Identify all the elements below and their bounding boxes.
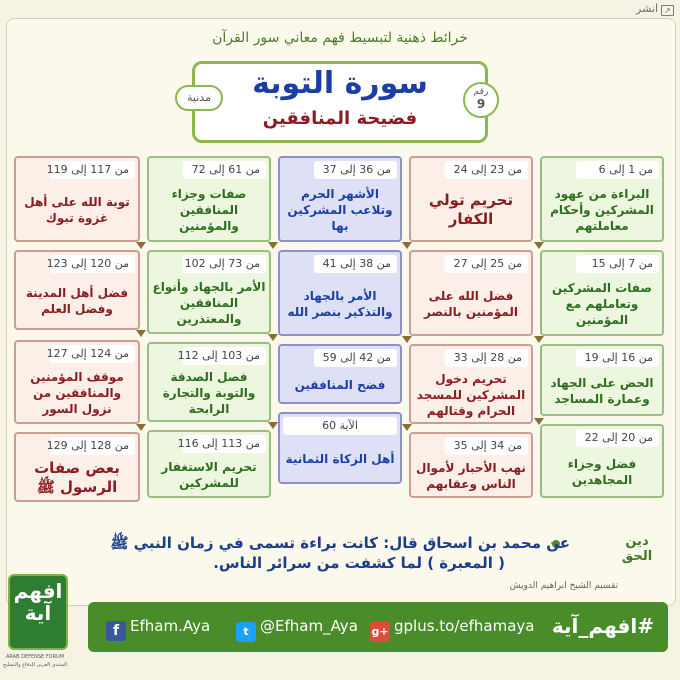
card-range: من 38 إلى 41 [314,255,397,273]
card-col0-row2 [540,344,664,416]
efham-aya-logo: افهم آية [8,574,68,650]
card-range: من 25 إلى 27 [445,255,528,273]
card-col3-row1 [147,250,271,334]
card-col4-row0 [14,156,140,242]
card-text: تحريم تولي الكفار [428,190,514,228]
card-text: بعض صفات الرسول ﷺ [34,458,120,496]
card-text: توبة الله على أهل غزوة تبوك [24,194,130,225]
card-col2-row3 [278,412,402,484]
card-text: فضل أهل المدينة وفضل العلم [25,285,129,316]
card-range: من 120 إلى 123 [50,255,135,273]
card-text: الحض على الجهاد وعمارة المساجد [550,375,654,406]
surah-type-badge: مدنية [175,85,223,111]
card-text: الأمر بالجهاد والتذكير بنصر الله [287,288,393,319]
card-text: نهب الأحبار لأموال الناس وعقابهم [416,460,526,491]
card-range: من 73 إلى 102 [183,255,266,273]
card-text: موقف المؤمنين والمنافقين من نزول السور [30,369,124,416]
surah-number-label: رقم [473,87,489,97]
arrow-down-icon [136,330,146,337]
arrow-down-icon [136,242,146,249]
hashtag: #افهم_آية [551,614,654,638]
arrow-down-icon [268,422,278,429]
card-range: من 36 إلى 37 [314,161,397,179]
arrow-down-icon [534,418,544,425]
arrow-down-icon [402,336,412,343]
card-col0-row3 [540,424,664,498]
twitter-icon: t [236,622,256,642]
card-col3-row2 [147,342,271,422]
card-col2-row1 [278,250,402,336]
card-range: من 103 إلى 112 [183,347,266,365]
arrow-down-icon [268,334,278,341]
card-col4-row2 [14,340,140,424]
gplus-link[interactable]: g+ gplus.to/efhamaya [370,617,535,642]
share-button[interactable]: ↗انشر [636,2,674,16]
share-icon: ↗ [661,5,674,16]
card-text: البراءة من عهود المشركين وأحكام معاملتهم [550,186,654,233]
card-text: أهل الزكاة الثمانية [285,451,395,466]
card-text: صفات المشركين وتعاملهم مع المؤمنين [552,280,652,327]
facebook-link[interactable]: f Efham.Aya [106,617,210,641]
card-col1-row0 [409,156,533,242]
card-range: من 23 إلى 24 [445,161,528,179]
card-col1-row2 [409,344,533,424]
card-text: فضل الله على المؤمنين بالنصر [423,288,519,319]
quote-line-1: عن محمد بن اسحاق قال: كانت براءة تسمى في زمان النبي ﷺ [110,534,570,552]
google-plus-icon: g+ [370,622,390,642]
arrow-down-icon [402,424,412,431]
card-range: من 61 إلى 72 [183,161,266,179]
surah-number: 9 [476,97,486,111]
card-col2-row2 [278,344,402,404]
surah-theme: فضيحة المنافقين [262,108,418,129]
surah-number-badge [463,82,499,118]
deen-alhaq-seal-logo: دين الحق [621,534,653,564]
card-text: فضل وجزاء المجاهدين [567,456,637,487]
card-text: فصل الصدقة والتوبة والتجارة الرابحة [162,369,256,416]
card-text: الأشهر الحرم وتلاعب المشركين بها [287,186,393,233]
card-range: من 42 إلى 59 [314,349,397,367]
surah-name: سورة التوبة [252,66,428,101]
card-text: فضح المنافقين [294,377,386,392]
card-col0-row0 [540,156,664,242]
card-range: من 28 إلى 33 [445,349,528,367]
arab-defense-forum-caption-ar: المنتدى العربي للدفاع والتسليح [2,662,68,668]
surah-header [192,61,488,143]
subtitle: خرائط ذهنية لتبسيط فهم معاني سور القرآن [212,30,468,46]
arrow-down-icon [534,336,544,343]
card-range: من 34 إلى 35 [445,437,528,455]
card-range: من 128 إلى 129 [50,437,135,455]
arrow-down-icon [268,242,278,249]
facebook-icon: f [106,621,126,641]
social-footer-bar [88,602,668,652]
card-range: من 20 إلى 22 [576,429,659,447]
card-col3-row3 [147,430,271,498]
card-range: من 7 إلى 15 [576,255,659,273]
card-col1-row1 [409,250,533,336]
card-text: الأمر بالجهاد وأنواع المنافقين والمعتذرين [152,279,266,326]
card-range: من 124 إلى 127 [50,345,135,363]
arrow-down-icon [402,242,412,249]
arrow-down-icon [136,424,146,431]
arrow-down-icon [534,242,544,249]
card-range: من 117 إلى 119 [50,161,135,179]
card-range: الآية 60 [283,417,397,435]
card-range: من 16 إلى 19 [576,349,659,367]
card-text: تحريم دخول المشركين للمسجد الحرام وقتالهم [416,371,526,418]
card-range: من 113 إلى 116 [183,435,266,453]
card-col4-row1 [14,250,140,330]
card-col4-row3 [14,432,140,502]
arab-defense-forum-caption: ARAB DEFENSE FORUM [5,654,65,660]
card-col0-row1 [540,250,664,336]
card-text: صفات وجزاء المنافقين والمؤمنين [171,186,247,233]
card-col3-row0 [147,156,271,242]
twitter-link[interactable]: t @Efham_Aya [236,617,358,642]
card-text: تحريم الاستغفار للمشركين [161,459,257,490]
quote-line-2: ( المعبرة ) لما كشفت من سرائر الناس. [213,554,505,572]
card-col1-row3 [409,432,533,498]
card-range: من 1 إلى 6 [576,161,659,179]
card-col2-row0 [278,156,402,242]
division-credit: تقسيم الشيخ ابراهيم الدويش [509,581,618,591]
